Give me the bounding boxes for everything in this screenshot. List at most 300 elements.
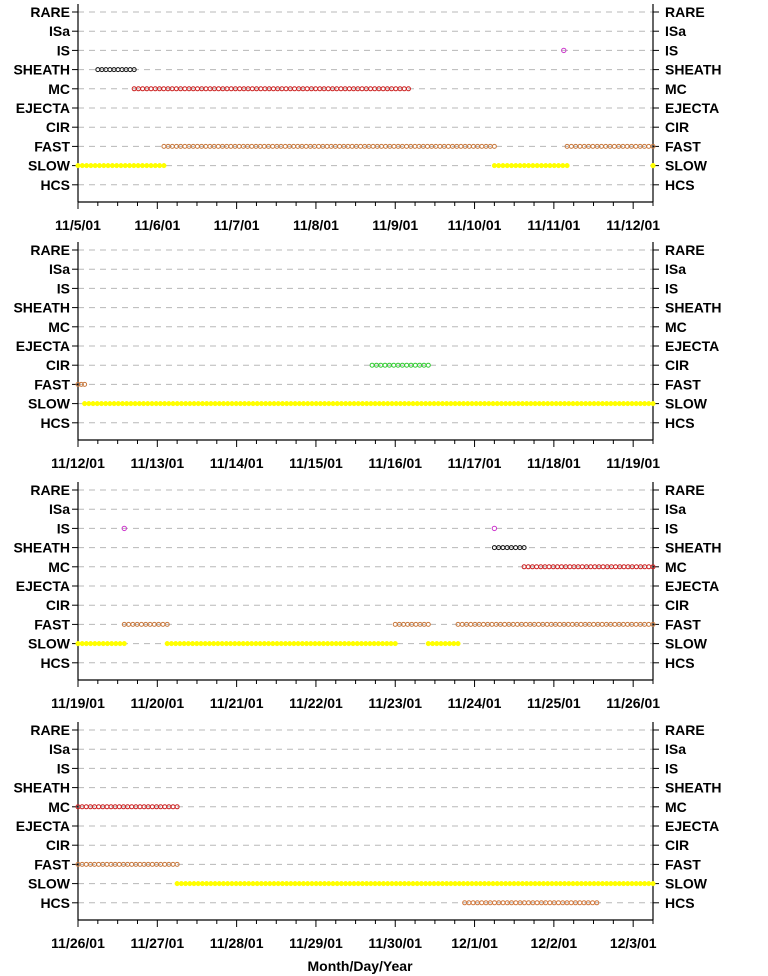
data-point	[554, 401, 559, 406]
data-point	[453, 881, 458, 886]
data-point	[76, 641, 81, 646]
data-point	[630, 881, 635, 886]
data-point	[276, 881, 281, 886]
x-axis-label: Month/Day/Year	[307, 958, 413, 974]
series-slow-segment	[165, 641, 398, 646]
data-point	[322, 401, 327, 406]
y-label-right: ISa	[665, 261, 687, 278]
data-point	[591, 901, 595, 905]
data-point	[516, 401, 521, 406]
data-point	[381, 401, 386, 406]
data-point	[432, 881, 437, 886]
y-label-right: ISa	[665, 741, 687, 758]
data-point	[335, 401, 340, 406]
data-point	[242, 881, 247, 886]
data-point	[97, 641, 102, 646]
y-label-right: SLOW	[665, 875, 707, 892]
x-tick-label: 11/19/01	[606, 455, 661, 471]
data-point	[579, 881, 584, 886]
data-point	[569, 901, 573, 905]
data-point	[318, 401, 323, 406]
data-point	[304, 641, 309, 646]
data-point	[183, 401, 188, 406]
data-point	[588, 881, 593, 886]
data-point	[501, 163, 506, 168]
data-point	[411, 881, 416, 886]
data-point	[238, 87, 242, 91]
x-tick-label: 12/1/01	[451, 935, 498, 951]
data-point	[82, 401, 87, 406]
data-point	[503, 881, 508, 886]
data-point	[293, 401, 298, 406]
data-point	[84, 641, 89, 646]
data-point	[300, 641, 305, 646]
data-point	[133, 401, 138, 406]
data-point	[481, 622, 485, 626]
data-point	[569, 144, 573, 148]
data-point	[480, 144, 484, 148]
data-point	[513, 163, 518, 168]
data-point	[149, 163, 154, 168]
data-point	[457, 401, 462, 406]
data-point	[394, 881, 399, 886]
data-point	[221, 881, 226, 886]
y-label-right: SLOW	[665, 157, 707, 174]
data-point	[105, 641, 110, 646]
x-tick-label: 11/14/01	[209, 455, 264, 471]
data-point	[390, 401, 395, 406]
data-point	[562, 881, 567, 886]
data-point	[301, 881, 306, 886]
data-point	[351, 641, 356, 646]
data-point	[522, 163, 527, 168]
data-point	[80, 641, 85, 646]
y-label-left: HCS	[40, 176, 70, 193]
data-point	[175, 881, 180, 886]
data-point	[541, 881, 546, 886]
data-point	[393, 641, 398, 646]
data-point	[234, 881, 239, 886]
y-label-left: SHEATH	[13, 299, 70, 316]
x-tick-label: 11/21/01	[209, 695, 264, 711]
data-point	[195, 144, 199, 148]
data-point	[426, 622, 430, 626]
data-point	[255, 401, 260, 406]
data-point	[173, 641, 178, 646]
data-point	[411, 401, 416, 406]
data-point	[372, 641, 377, 646]
data-point	[114, 163, 119, 168]
data-point	[268, 401, 273, 406]
y-label-right: EJECTA	[665, 578, 720, 594]
data-point	[297, 881, 302, 886]
y-label-right: ISa	[665, 501, 687, 518]
data-point	[613, 881, 618, 886]
data-point	[141, 401, 146, 406]
data-point	[558, 622, 562, 626]
data-point	[533, 881, 538, 886]
data-point	[165, 641, 170, 646]
data-point	[194, 641, 199, 646]
data-point	[287, 641, 292, 646]
data-point	[609, 881, 614, 886]
y-label-left: FAST	[34, 138, 70, 155]
y-label-right: SHEATH	[665, 779, 722, 796]
data-point	[545, 401, 550, 406]
data-point	[373, 881, 378, 886]
data-point	[514, 546, 518, 550]
y-label-left: MC	[48, 798, 70, 815]
y-label-left: HCS	[40, 414, 70, 431]
data-point	[93, 641, 98, 646]
data-point	[292, 641, 297, 646]
data-point	[491, 401, 496, 406]
data-point	[646, 881, 651, 886]
data-point-is	[492, 526, 496, 530]
x-tick-label: 11/27/01	[130, 935, 185, 951]
y-label-left: SLOW	[28, 157, 70, 174]
data-point	[213, 401, 218, 406]
y-label-left: ISa	[48, 261, 70, 278]
data-point	[370, 363, 374, 367]
data-point	[385, 401, 390, 406]
data-point	[314, 881, 319, 886]
data-point	[120, 401, 125, 406]
data-point	[491, 881, 496, 886]
x-tick-label: 11/11/01	[527, 217, 581, 233]
data-point	[220, 641, 225, 646]
y-label-left: SLOW	[28, 395, 70, 412]
data-point	[293, 881, 298, 886]
data-point	[529, 881, 534, 886]
data-point	[503, 622, 507, 626]
y-label-right: CIR	[665, 119, 690, 136]
data-point	[216, 641, 221, 646]
y-label-left: CIR	[45, 119, 70, 136]
data-point	[258, 641, 263, 646]
data-point	[440, 401, 445, 406]
data-point	[529, 401, 534, 406]
y-label-right: RARE	[665, 242, 705, 258]
data-point	[550, 401, 555, 406]
data-point	[150, 862, 154, 866]
data-point	[289, 881, 294, 886]
data-point	[330, 641, 335, 646]
data-point	[617, 881, 622, 886]
data-point	[293, 87, 297, 91]
data-point	[112, 401, 117, 406]
data-point	[449, 881, 454, 886]
data-point	[230, 401, 235, 406]
data-point	[609, 401, 614, 406]
data-point	[305, 881, 310, 886]
data-point	[216, 144, 220, 148]
data-point	[548, 163, 553, 168]
data-point	[162, 144, 166, 148]
data-point	[492, 546, 496, 550]
data-point	[352, 401, 357, 406]
x-tick-label: 11/17/01	[447, 455, 502, 471]
data-point	[377, 401, 382, 406]
data-point	[326, 87, 330, 91]
data-point	[76, 163, 81, 168]
data-point	[175, 401, 180, 406]
data-point	[284, 401, 289, 406]
data-point	[453, 401, 458, 406]
y-label-right: HCS	[665, 654, 695, 671]
data-point	[117, 862, 121, 866]
data-point	[209, 401, 214, 406]
data-point	[550, 881, 555, 886]
data-point	[211, 641, 216, 646]
data-point	[272, 881, 277, 886]
data-point	[322, 881, 327, 886]
y-label-right: RARE	[665, 482, 705, 498]
data-point	[221, 401, 226, 406]
x-tick-label: 11/25/01	[526, 695, 581, 711]
data-point	[196, 881, 201, 886]
data-point	[537, 622, 541, 626]
data-point	[480, 901, 484, 905]
y-label-right: SLOW	[665, 395, 707, 412]
data-point	[127, 163, 132, 168]
data-point	[154, 401, 159, 406]
data-point	[335, 881, 340, 886]
data-point	[225, 401, 230, 406]
data-point	[561, 163, 566, 168]
data-point	[348, 401, 353, 406]
data-point	[579, 622, 583, 626]
x-tick-label: 11/30/01	[368, 935, 423, 951]
y-label-right: FAST	[665, 856, 701, 873]
data-point	[250, 144, 254, 148]
data-point	[310, 881, 315, 886]
panel-2	[13, 242, 721, 471]
data-point	[575, 881, 580, 886]
data-point	[638, 881, 643, 886]
x-tick-label: 11/23/01	[368, 695, 423, 711]
data-point	[508, 401, 513, 406]
y-label-right: MC	[665, 558, 687, 575]
data-point	[348, 881, 353, 886]
data-point	[592, 401, 597, 406]
data-point	[533, 401, 538, 406]
data-point	[524, 622, 528, 626]
data-point	[297, 401, 302, 406]
data-point	[415, 401, 420, 406]
data-point	[162, 401, 167, 406]
data-point	[305, 87, 309, 91]
data-point	[524, 881, 529, 886]
data-point	[428, 401, 433, 406]
y-label-left: SLOW	[28, 875, 70, 892]
y-label-left: CIR	[45, 597, 70, 614]
x-tick-label: 11/13/01	[130, 455, 185, 471]
y-label-left: EJECTA	[15, 100, 70, 116]
data-point	[604, 881, 609, 886]
data-point	[407, 401, 412, 406]
data-point	[271, 144, 275, 148]
data-point	[440, 881, 445, 886]
data-point	[377, 881, 382, 886]
data-point	[101, 641, 106, 646]
data-point	[169, 641, 174, 646]
data-point	[625, 881, 630, 886]
data-point	[183, 144, 187, 148]
data-point	[359, 144, 363, 148]
data-point	[179, 401, 184, 406]
y-label-left: SHEATH	[13, 779, 70, 796]
data-point	[182, 641, 187, 646]
data-point	[556, 163, 561, 168]
data-point	[249, 641, 254, 646]
data-point	[588, 401, 593, 406]
data-point	[360, 87, 364, 91]
data-point	[114, 641, 119, 646]
data-point	[355, 641, 360, 646]
data-point	[439, 641, 444, 646]
data-point	[179, 881, 184, 886]
data-point	[87, 401, 92, 406]
data-point	[394, 401, 399, 406]
data-point	[360, 881, 365, 886]
x-tick-label: 11/8/01	[292, 217, 339, 233]
data-point	[604, 401, 609, 406]
data-point	[369, 881, 374, 886]
data-point	[524, 401, 529, 406]
series-fast-segment	[162, 144, 496, 148]
y-label-left: ISa	[48, 23, 70, 40]
y-label-right: MC	[665, 318, 687, 335]
data-point	[461, 881, 466, 886]
data-point	[583, 881, 588, 886]
data-point	[461, 401, 466, 406]
data-point	[499, 401, 504, 406]
data-point	[304, 144, 308, 148]
x-tick-label: 11/29/01	[289, 935, 343, 951]
data-point	[289, 401, 294, 406]
data-point	[565, 163, 570, 168]
data-point	[543, 163, 548, 168]
data-point	[492, 144, 496, 148]
data-point	[526, 163, 531, 168]
y-label-right: IS	[665, 42, 679, 59]
y-label-right: MC	[665, 798, 687, 815]
data-point	[339, 401, 344, 406]
x-tick-label: 11/26/01	[606, 695, 661, 711]
y-label-right: IS	[665, 520, 679, 537]
data-point	[508, 881, 513, 886]
series-slow-segment	[651, 163, 656, 168]
x-tick-label: 11/24/01	[447, 695, 502, 711]
data-point	[103, 401, 108, 406]
y-label-left: IS	[56, 760, 70, 777]
data-point	[326, 881, 331, 886]
y-label-right: EJECTA	[665, 818, 720, 834]
data-point	[642, 881, 647, 886]
data-point	[283, 144, 287, 148]
data-point	[381, 87, 385, 91]
data-point	[634, 565, 638, 569]
data-point	[334, 641, 339, 646]
data-point	[562, 401, 567, 406]
x-tick-label: 12/3/01	[609, 935, 657, 951]
data-point	[255, 881, 260, 886]
y-label-left: IS	[56, 280, 70, 297]
data-point	[88, 641, 93, 646]
data-point	[496, 163, 501, 168]
y-label-left: IS	[56, 520, 70, 537]
data-point	[271, 87, 275, 91]
data-point	[434, 641, 439, 646]
data-point	[118, 641, 123, 646]
data-point	[331, 881, 336, 886]
data-point	[600, 401, 605, 406]
x-tick-label: 11/10/01	[447, 217, 502, 233]
data-point	[568, 565, 572, 569]
y-label-left: EJECTA	[15, 578, 70, 594]
data-point	[192, 401, 197, 406]
data-point	[617, 401, 622, 406]
data-point	[186, 641, 191, 646]
x-tick-label: 11/19/01	[51, 695, 105, 711]
data-point	[251, 881, 256, 886]
data-point	[486, 881, 491, 886]
data-point	[123, 163, 128, 168]
data-point	[230, 881, 235, 886]
data-point	[162, 87, 166, 91]
series-slow-segment	[426, 641, 460, 646]
y-label-right: HCS	[665, 176, 695, 193]
data-point	[310, 401, 315, 406]
series-slow-segment	[82, 401, 655, 406]
y-label-left: RARE	[30, 722, 70, 738]
data-point	[634, 881, 639, 886]
data-point	[207, 641, 212, 646]
data-point	[505, 163, 510, 168]
data-point	[531, 163, 536, 168]
data-point	[482, 881, 487, 886]
data-point	[217, 881, 222, 886]
data-point	[474, 881, 479, 886]
data-point	[224, 641, 229, 646]
data-point	[259, 401, 264, 406]
data-point	[153, 163, 158, 168]
data-point	[122, 641, 127, 646]
data-point	[124, 401, 129, 406]
data-point	[80, 163, 85, 168]
data-point	[183, 881, 188, 886]
data-point	[308, 641, 313, 646]
y-label-left: IS	[56, 42, 70, 59]
data-point	[263, 881, 268, 886]
y-label-right: CIR	[665, 357, 690, 374]
data-point	[237, 641, 242, 646]
y-label-right: RARE	[665, 722, 705, 738]
data-point	[247, 401, 252, 406]
data-point	[444, 401, 449, 406]
x-tick-label: 12/2/01	[530, 935, 578, 951]
data-point	[447, 641, 452, 646]
data-point	[547, 565, 551, 569]
series-cir-segment	[370, 363, 430, 367]
y-label-left: HCS	[40, 654, 70, 671]
data-point	[108, 401, 113, 406]
data-point	[245, 641, 250, 646]
data-point	[575, 401, 580, 406]
data-point	[566, 401, 571, 406]
data-point	[364, 881, 369, 886]
